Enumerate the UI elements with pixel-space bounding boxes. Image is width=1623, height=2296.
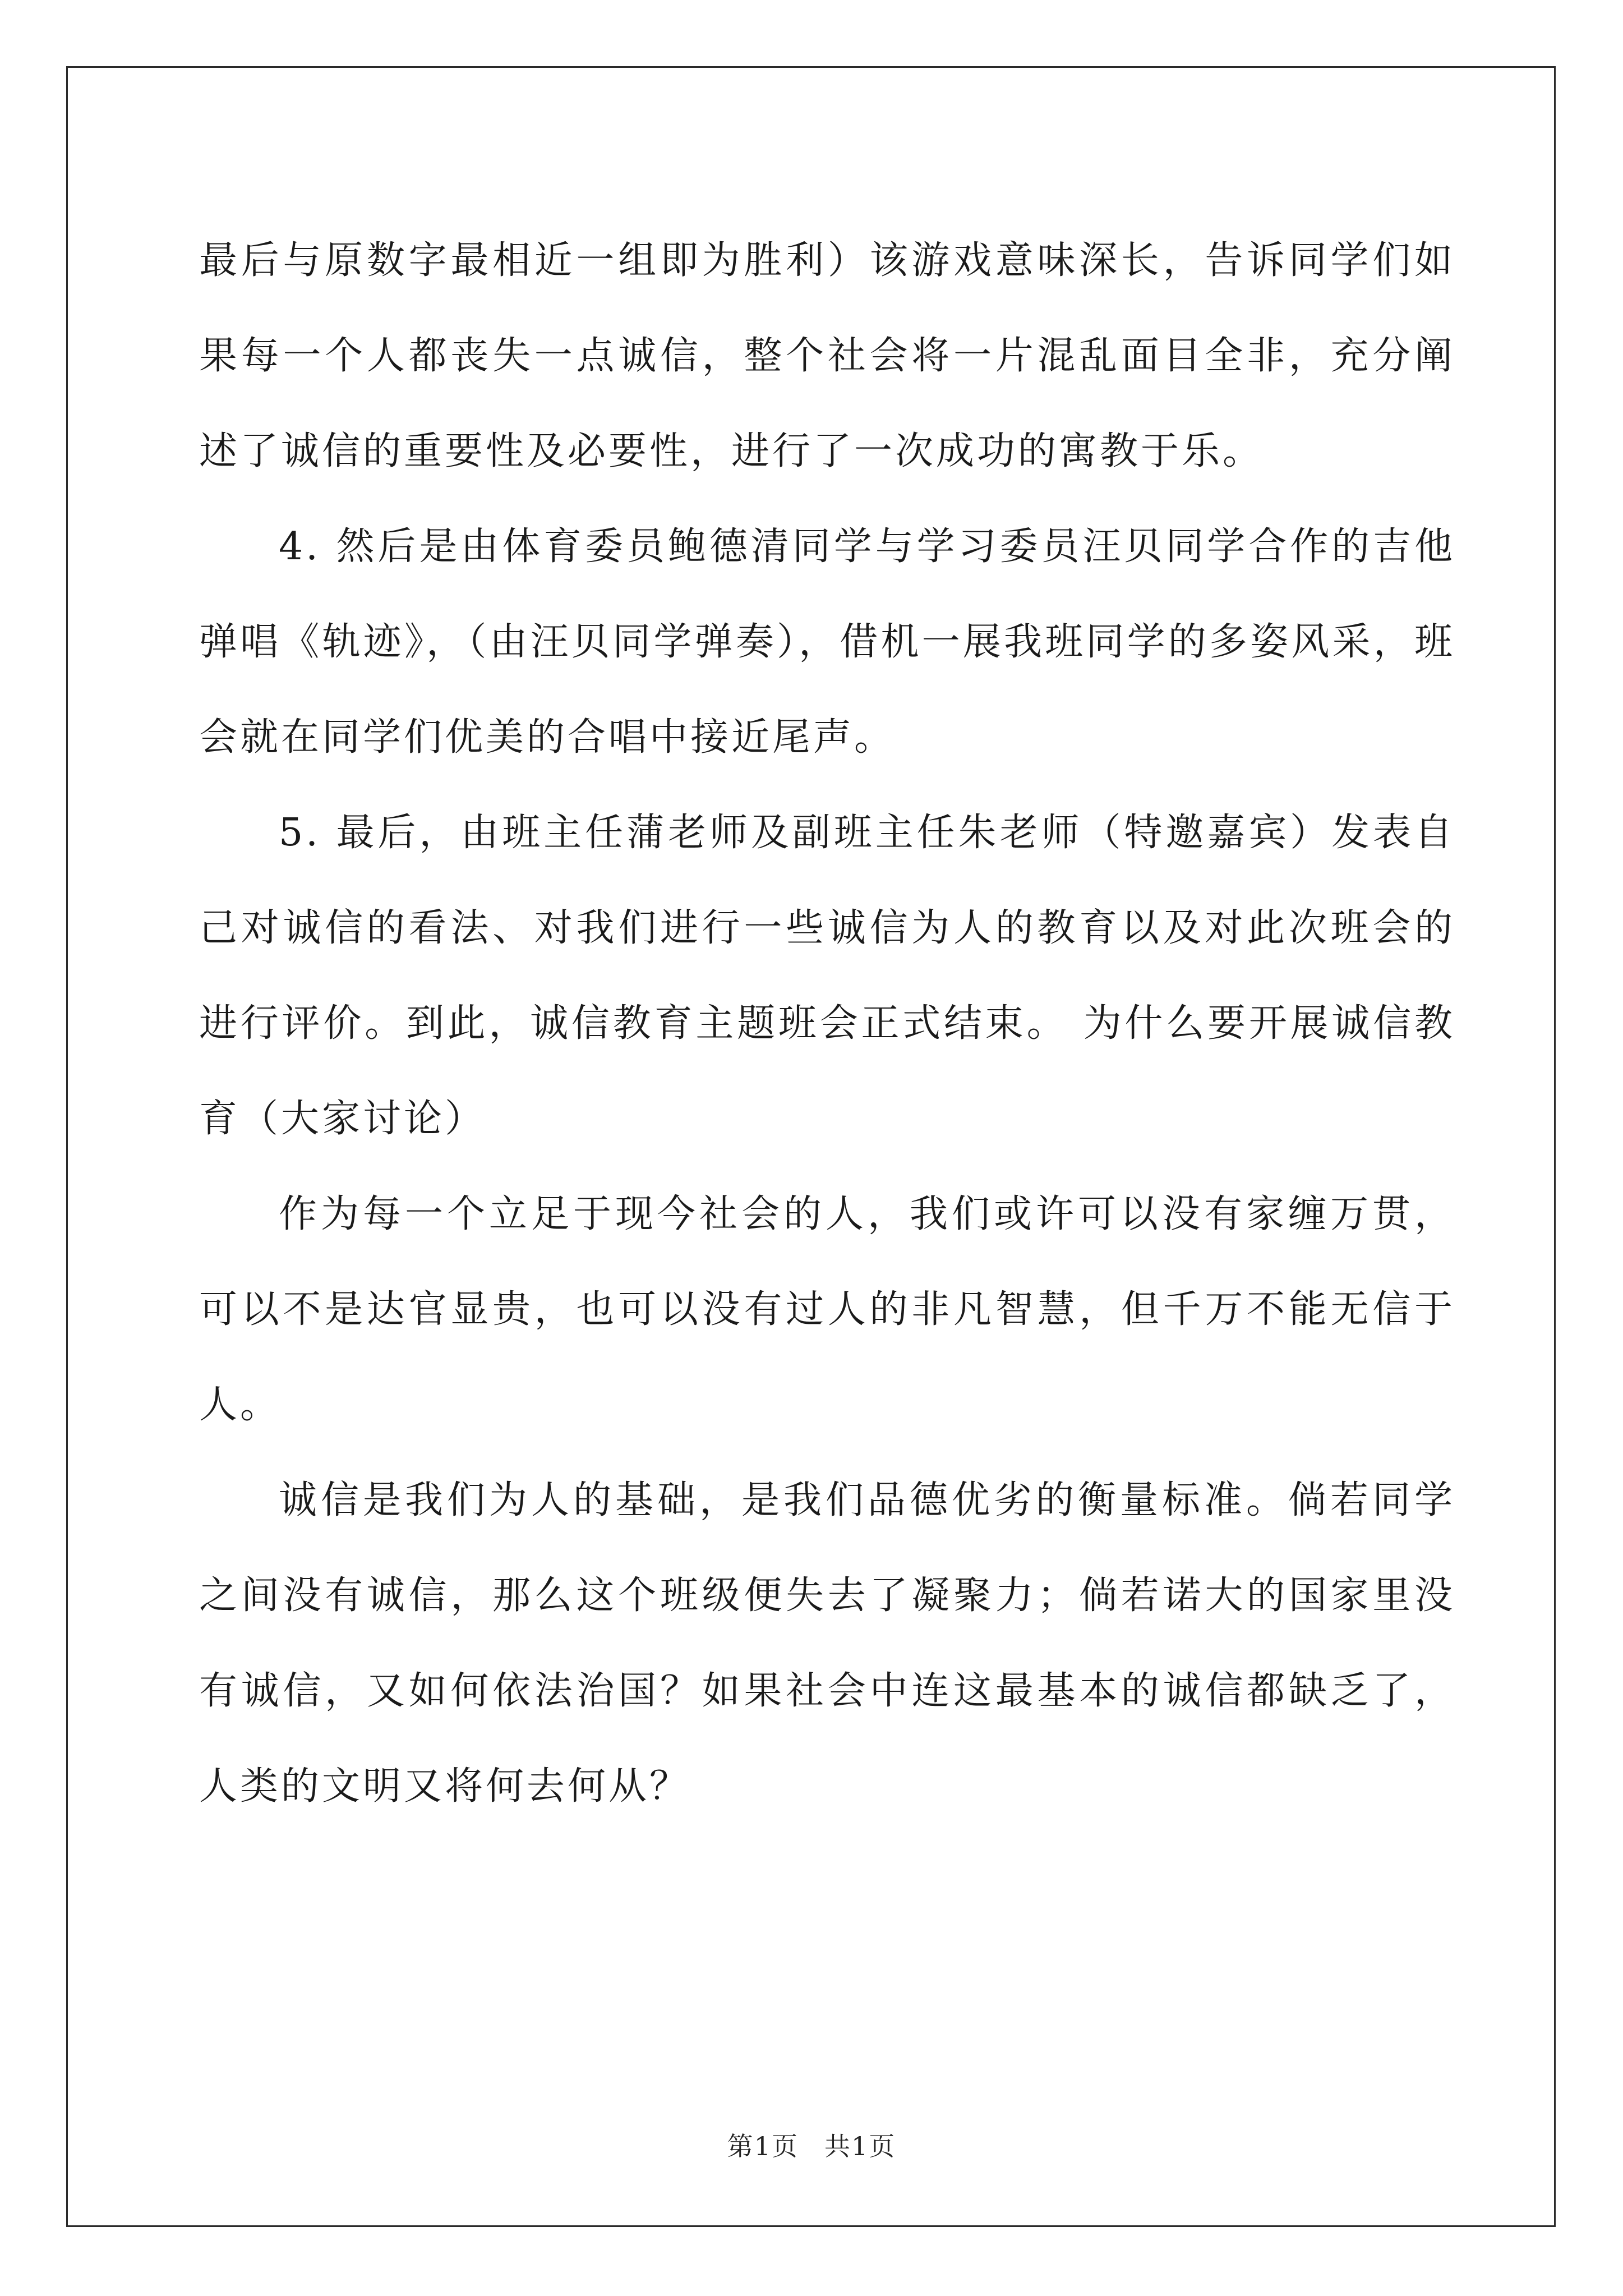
paragraph-5: 诚信是我们为人的基础，是我们品德优劣的衡量标准。倘若同学之间没有诚信，那么这个班级便失去了凝聚力；倘若诺大的国家里没有诚信，又如何依法治国？如果社会中连这最基本的诚信都缺乏了，人类的文明又将何去何从？: [199, 1478, 1455, 1809]
paragraph-4: 作为每一个立足于现今社会的人，我们或许可以没有家缠万贯，可以不是达官显贵，也可以没有过人的非凡智慧，但千万不能无信于人。: [199, 1192, 1455, 1427]
document-body: [199, 213, 1455, 1834]
paragraph-2: 4. 然后是由体育委员鲍德清同学与学习委员汪贝同学合作的吉他弹唱《轨迹》，（由汪贝同学弹奏），借机一展我班同学的多姿风采，班会就在同学们优美的合唱中接近尾声。: [199, 524, 1455, 760]
page-number: 第1页: [727, 2131, 799, 2161]
paragraph-3: 5. 最后，由班主任蒲老师及副班主任朱老师（特邀嘉宾）发表自己对诚信的看法、对我们进行一些诚信为人的教育以及对此次班会的进行评价。到此，诚信教育主题班会正式结束。 为什么要开展诚信教育（大家讨论）: [199, 811, 1455, 1141]
page-total: 共1页: [824, 2131, 896, 2161]
page-footer: [0, 2126, 1623, 2163]
paragraph-1: 最后与原数字最相近一组即为胜利）该游戏意味深长，告诉同学们如果每一个人都丧失一点诚信，整个社会将一片混乱面目全非，充分阐述了诚信的重要性及必要性，进行了一次成功的寓教于乐。: [199, 238, 1455, 473]
